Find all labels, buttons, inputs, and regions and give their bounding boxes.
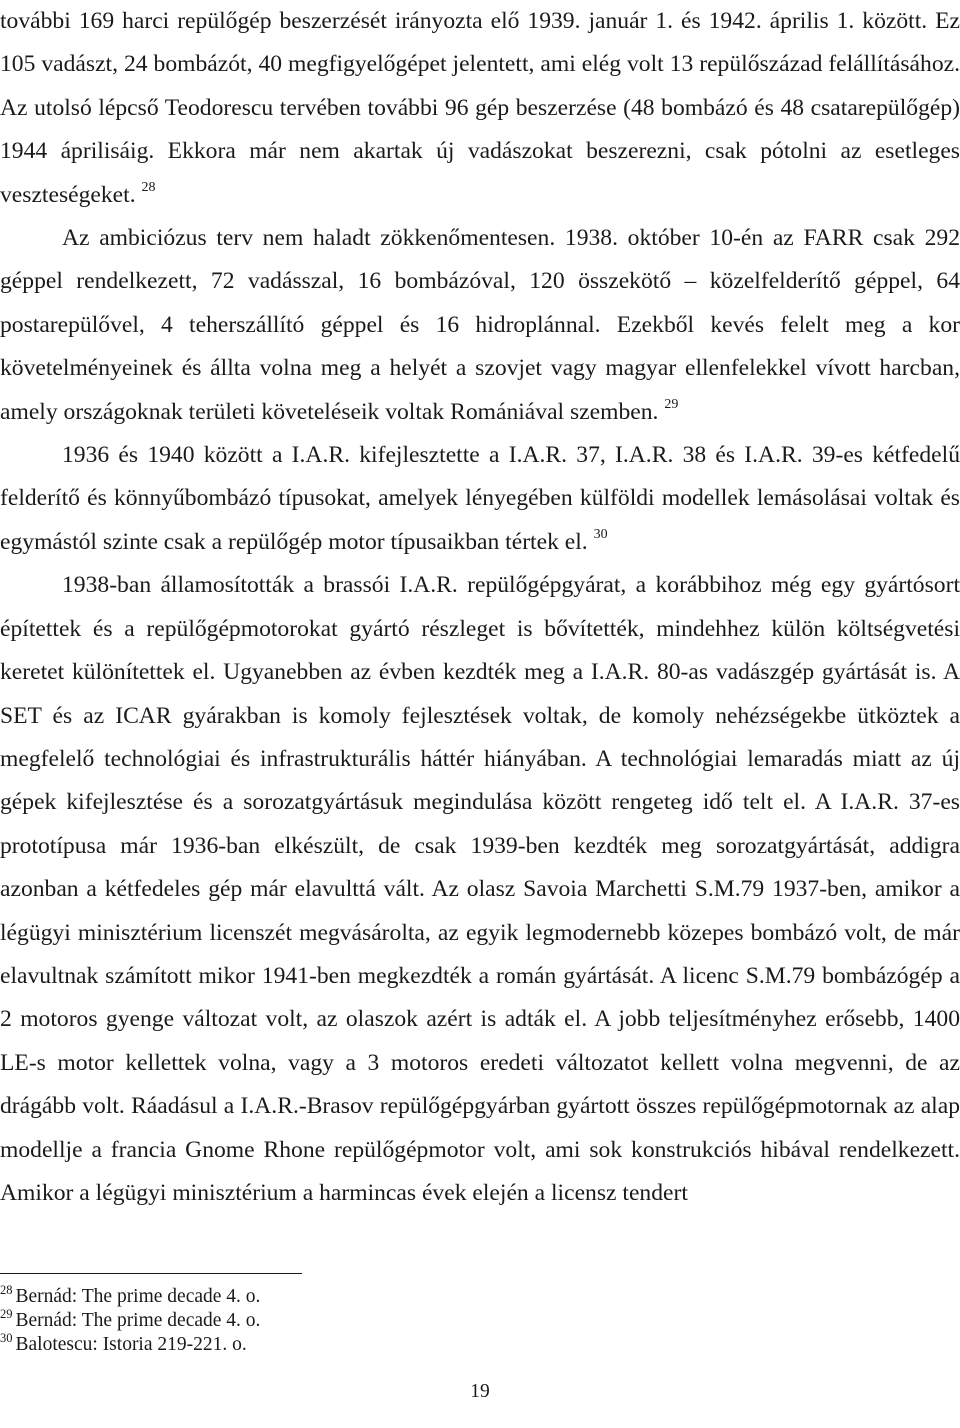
page-number: 19 [470,1381,490,1402]
footnote-number: 30 [0,1331,13,1345]
footnote-number: 29 [0,1307,13,1321]
footnote-separator [0,1273,302,1274]
paragraph-1 [0,0,960,217]
footnote-text: Bernád: The prime decade 4. o. [15,1286,261,1307]
footnote-28 [0,1285,960,1309]
paragraph-text: 1936 és 1940 között a I.A.R. kifejlesztette a I.A.R. 37, I.A.R. 38 és I.A.R. 39-es kétfedelű felderítő és könnyűbombázó típusokat, amelyek lényegében külföldi modellek lemásolásai voltak és egymástól szinte csak a repülőgép motor típusaikban tértek el. [0,442,960,555]
footnote-text: Bernád: The prime decade 4. o. [15,1310,261,1331]
paragraph-text: Az ambiciózus terv nem haladt zökkenőmentesen. 1938. október 10-én az FARR csak 292 géppel rendelkezett, 72 vadásszal, 16 bombázóval, 120 összekötő – közelfelderítő géppel, 64 postarepülővel, 4 teherszállító géppel és 16 hidroplánnal. Ezekből kevés felelt meg a kor követelményeinek és állta volna meg a helyét a szovjet vagy magyar ellenfelekkel vívott harcban, amely országoknak területi követeléseik voltak Romániával szemben. [0,225,960,425]
paragraph-text: további 169 harci repülőgép beszerzését irányozta elő 1939. január 1. és 1942. április 1. között. Ez 105 vadászt, 24 bombázót, 40 megfigyelőgépet jelentett, ami elég volt 13 repülőszázad felállításához. Az utolsó lépcső Teodorescu tervében további 96 gép beszerzése (48 bombázó és 48 csatarepülőgép) 1944 áprilisáig. Ekkora már nem akartak új vadászokat beszerezni, csak pótolni az esetleges veszteségeket. [0,8,960,208]
paragraph-3 [0,434,960,564]
paragraph-2 [0,217,960,434]
footnote-ref-28[interactable]: 28 [141,179,156,195]
footnote-ref-30[interactable]: 30 [593,526,608,542]
paragraph-text: 1938-ban államosították a brassói I.A.R. repülőgépgyárat, a korábbihoz még egy gyártósort építettek és a repülőgépmotorokat gyártó részleget is bővítették, mindehhez külön költségvetési keretet különítettek el. Ugyanebben az évben kezdték meg a I.A.R. 80-as vadászgép gyártását is. A SET és az ICAR gyárakban is komoly fejlesztések voltak, de komoly nehézségekbe ütköztek a megfelelő technológiai és infrastrukturális háttér hiányában. A technológiai lemaradás miatt az új gépek kifejlesztése és a sorozatgyártásuk megindulása között rengeteg idő telt el. A I.A.R. 37-es prototípusa már 1936-ban elkészült, de csak 1939-ben kezdték meg sorozatgyártását, addigra azonban a kétfedeles gép már elavulttá vált. Az olasz Savoia Marchetti S.M.79 1937-ben, amikor a légügyi minisztérium licenszét megvásárolta, az egyik legmodernebb közepes bombázó volt, de már elavultnak számított mikor 1941-ben megkezdték a román gyártását. A licenc S.M.79 bombázógép a 2 motoros gyenge változat volt, az olaszok azért is adták el. A jobb teljesítményhez erősebb, 1400 LE-s motor kellettek volna, vagy a 3 motoros eredeti változatot kellett volna megvenni, de az drágább volt. Ráadásul a I.A.R.-Brasov repülőgépgyárban gyártott összes repülőgépmotornak az alap modellje a francia Gnome Rhone repülőgépmotor volt, ami sok konstrukciós hibával rendelkezett. Amikor a légügyi minisztérium a harmincas évek elején a licensz tendert [0,572,960,1206]
paragraph-4 [0,564,960,1215]
footnote-30 [0,1333,960,1357]
footnote-text: Balotescu: Istoria 219-221. o. [15,1334,247,1355]
footnotes [0,1285,960,1357]
footnote-ref-29[interactable]: 29 [664,396,679,412]
footnote-29 [0,1309,960,1333]
footnote-number: 28 [0,1283,13,1297]
